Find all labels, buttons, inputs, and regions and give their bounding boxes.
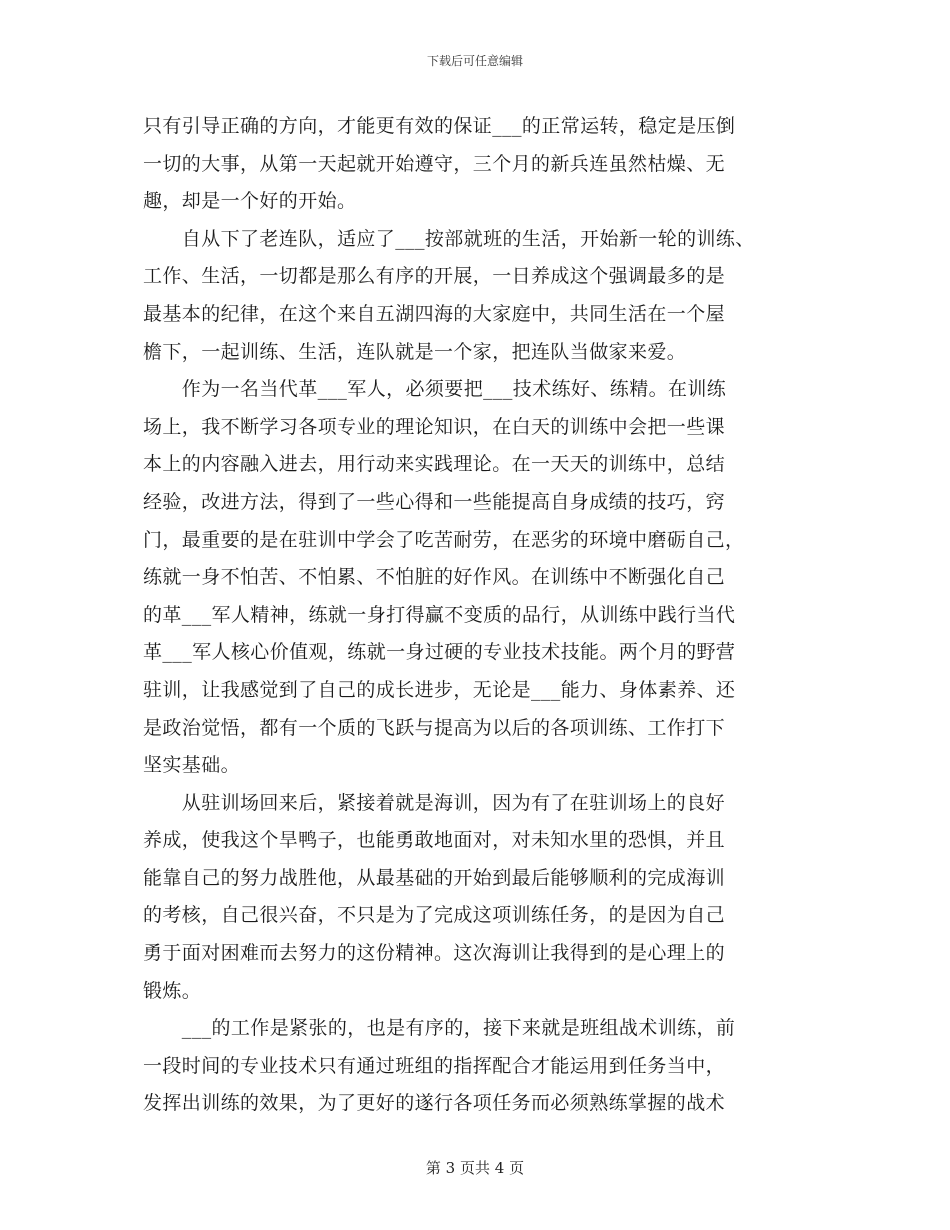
text-line: 勇于面对困难而去努力的这份精神。这次海训让我得到的是心理上的: [143, 942, 726, 965]
text-line: 能靠自己的努力战胜他，从最基础的开始到最后能够顺利的完成海训: [143, 866, 726, 889]
text-line: 是政治觉悟，都有一个质的飞跃与提高为以后的各项训练、工作打下: [143, 716, 726, 739]
text-line: 檐下，一起训练、生活，连队就是一个家，把连队当做家来爱。: [143, 340, 687, 363]
text-line: 养成，使我这个旱鸭子，也能勇敢地面对，对未知水里的恐惧，并且: [143, 829, 726, 852]
text-line: 驻训，让我感觉到了自己的成长进步，无论是___能力、身体素养、还: [143, 678, 736, 701]
text-line: 的考核，自己很兴奋，不只是为了完成这项训练任务，的是因为自己: [143, 904, 726, 927]
text-line: 门，最重要的是在驻训中学会了吃苦耐劳，在恶劣的环境中磨砺自己，: [143, 528, 745, 551]
text-line: 革___军人核心价值观，练就一身过硬的专业技术技能。两个月的野营: [143, 641, 736, 664]
text-line: 只有引导正确的方向，才能更有效的保证___的正常运转，稳定是压倒: [143, 115, 736, 137]
text-line: 练就一身不怕苦、不怕累、不怕脏的好作风。在训练中不断强化自己: [143, 566, 726, 589]
text-line: 场上，我不断学习各项专业的理论知识，在白天的训练中会把一些课: [143, 415, 726, 438]
text-line: 趣，却是一个好的开始。: [143, 190, 357, 213]
text-line: 坚实基础。: [143, 754, 241, 777]
text-line: 本上的内容融入进去，用行动来实践理论。在一天天的训练中，总结: [143, 453, 726, 476]
text-line: 一切的大事，从第一天起就开始遵守，三个月的新兵连虽然枯燥、无: [143, 152, 726, 175]
page-header-note: 下载后可任意编辑: [426, 54, 523, 68]
document-body: [143, 108, 805, 1123]
text-line: 自从下了老连队，适应了___按部就班的生活，开始新一轮的训练、: [143, 227, 755, 250]
text-line: 从驻训场回来后，紧接着就是海训，因为有了在驻训场上的良好: [143, 791, 726, 814]
text-line: ___的工作是紧张的，也是有序的，接下来就是班组战术训练，前: [143, 1017, 736, 1040]
text-line: 一段时间的专业技术只有通过班组的指挥配合才能运用到任务当中，: [143, 1054, 726, 1077]
text-line: 工作、生活，一切都是那么有序的开展，一日养成这个强调最多的是: [143, 265, 726, 288]
text-line: 经验，改进方法，得到了一些心得和一些能提高自身成绩的技巧，窍: [143, 490, 726, 513]
text-line: 的革___军人精神，练就一身打得赢不变质的品行，从训练中践行当代: [143, 603, 736, 626]
text-line: 发挥出训练的效果，为了更好的遂行各项任务而必须熟练掌握的战术: [143, 1092, 726, 1115]
text-line: 作为一名当代革___军人，必须要把___技术练好、练精。在训练: [143, 378, 727, 401]
text-line: 锻炼。: [143, 979, 202, 1002]
page-number-footer: 第 3 页共 4 页: [425, 1159, 525, 1177]
text-line: 最基本的纪律，在这个来自五湖四海的大家庭中，共同生活在一个屋: [143, 302, 726, 325]
